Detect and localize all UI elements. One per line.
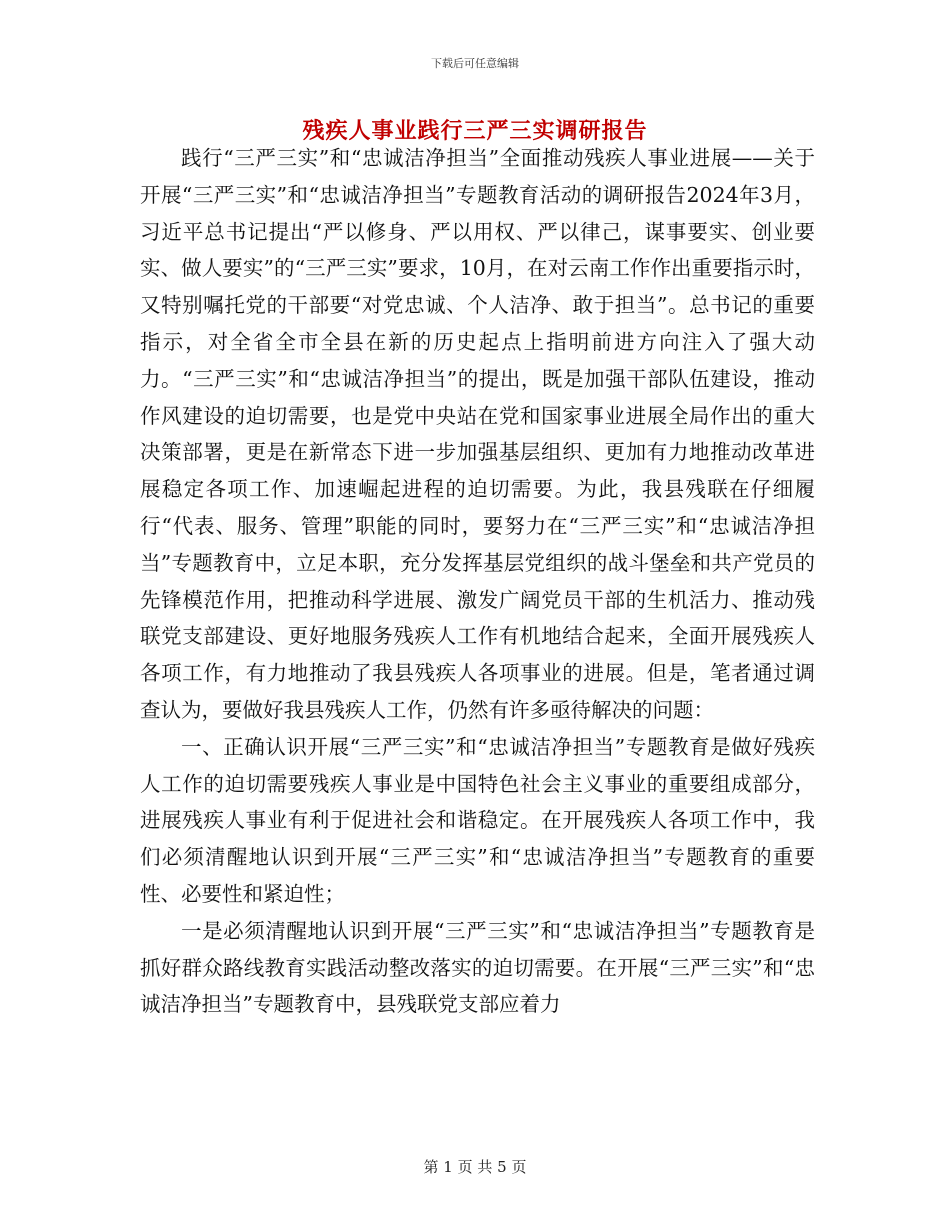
document-title: 残疾人事业践行三严三实调研报告 xyxy=(302,118,648,144)
page-header-note: 下载后可任意编辑 xyxy=(431,57,519,70)
paragraph-point-one: 一是必须清醒地认识到开展“三严三实”和“忠诚洁净担当”专题教育是抓好群众路线教育实践活动整改落实的迫切需要。在开展“三严三实”和“忠诚洁净担当”专题教育中，县残联党支部应着力 xyxy=(140,918,815,1017)
paragraph-section-one: 一、正确认识开展“三严三实”和“忠诚洁净担当”专题教育是做好残疾人工作的迫切需要残疾人事业是中国特色社会主义事业的重要组成部分，进展残疾人事业有利于促进社会和谐稳定。在开展残疾人各项工作中，我们必须清醒地认识到开展“三严三实”和“忠诚洁净担当”专题教育的重要性、必要性和紧迫性； xyxy=(140,734,815,906)
document-body xyxy=(140,140,815,1023)
paragraph-intro: 践行“三严三实”和“忠诚洁净担当”全面推动残疾人事业进展——关于开展“三严三实”和“忠诚洁净担当”专题教育活动的调研报告2024年3月，习近平总书记提出“严以修身、严以用权、严以律己，谋事要实、创业要实、做人要实”的“三严三实”要求，10月，在对云南工作作出重要指示时，又特别嘱托党的干部要“对党忠诚、个人洁净、敢于担当”。总书记的重要指示，对全省全市全县在新的历史起点上指明前进方向注入了强大动力。“三严三实”和“忠诚洁净担当”的提出，既是加强干部队伍建设，推动作风建设的迫切需要，也是党中央站在党和国家事业进展全局作出的重大决策部署，更是在新常态下进一步加强基层组织、更加有力地推动改革进展稳定各项工作、加速崛起进程的迫切需要。为此，我县残联在仔细履行“代表、服务、管理”职能的同时，要努力在“三严三实”和“忠诚洁净担当”专题教育中，立足本职，充分发挥基层党组织的战斗堡垒和共产党员的先锋模范作用，把推动科学进展、激发广阔党员干部的生机活力、推动残联党支部建设、更好地服务残疾人工作有机地结合起来，全面开展残疾人各项工作，有力地推动了我县残疾人各项事业的进展。但是，笔者通过调查认为，要做好我县残疾人工作，仍然有许多亟待解决的问题： xyxy=(140,146,815,722)
page-number-footer: 第 1 页 共 5 页 xyxy=(423,1158,527,1176)
